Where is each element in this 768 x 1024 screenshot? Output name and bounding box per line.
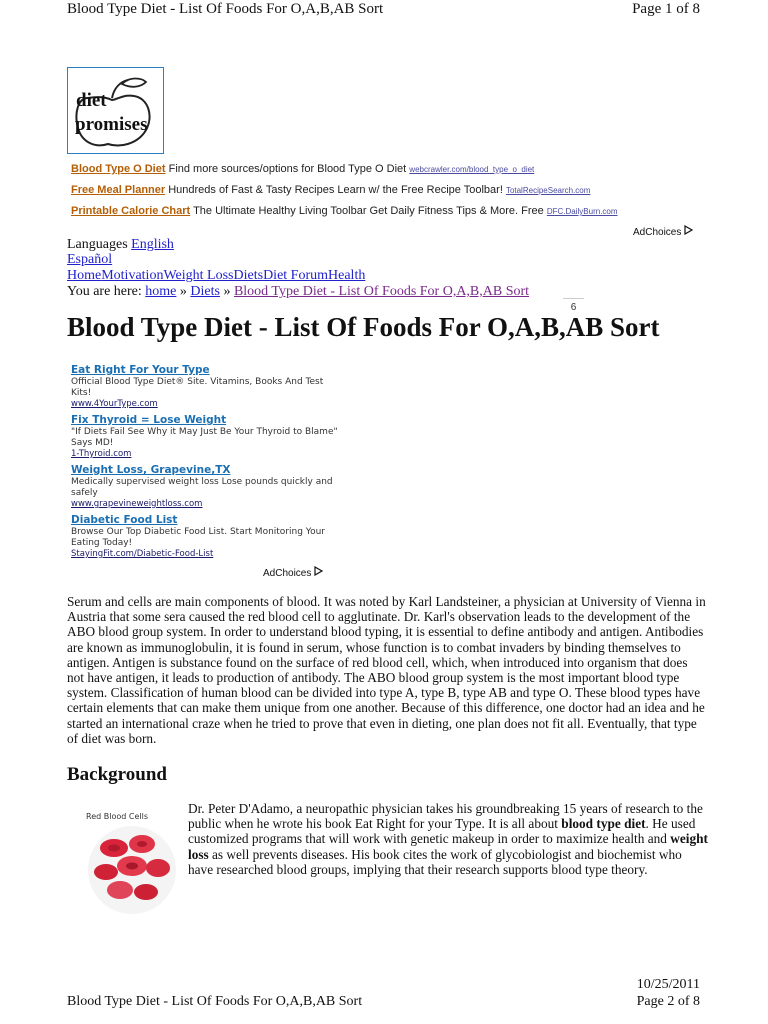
language-english-link[interactable]: English bbox=[131, 237, 174, 252]
play-triangle-icon bbox=[684, 225, 693, 235]
top-ad-3[interactable] bbox=[71, 205, 618, 217]
intro-paragraph: Serum and cells are main components of blood. It was noted by Karl Landsteiner, a physician at University of Vienna in Austria that some sera caused the red blood cell to agglutinate. Dr. Karl's observation leads to the development of the ABO blood group system. In order to understand blood typing, it is essential to define antibody and antigen. Antibodies are known as immunoglobulin, it is found in serum, whose function is to combat invaders by binding themselves to antigen. Antigen is substance found on the surface of red blood cell, which, when introduced into organism that does not have antigen, it leads to production of antibody. The ABO blood group system is the most important blood type system. Classification of human blood can be divided into type A, type B, type AB and type O. These blood types have certain elements that can make them unique from one another. Because of this difference, one doctor had an idea and he started an international craze when he tried to prove that even in dieting, one plan does not fit all. Eventually, that type of diet was born. bbox=[67, 594, 706, 746]
background-text: . He used customized programs that will work with genetic makeup in order to maximize health and bbox=[188, 816, 696, 847]
side-ad-title[interactable]: Eat Right For Your Type bbox=[71, 364, 210, 376]
apple-logo-icon bbox=[68, 68, 163, 153]
breadcrumb-diets[interactable]: Diets bbox=[190, 284, 220, 299]
ad-desc: Find more sources/options for Blood Type O Diet bbox=[168, 163, 407, 175]
ad-title[interactable]: Free Meal Planner bbox=[71, 184, 166, 196]
languages-label: Languages bbox=[67, 237, 128, 252]
background-text: as well prevents diseases. His book cites the work of glycobiologist and biochemist who have researched blood groups, implying that their research supports blood type theory. bbox=[188, 846, 682, 877]
side-ad-title[interactable]: Diabetic Food List bbox=[71, 514, 178, 526]
breadcrumb-sep: » bbox=[223, 284, 231, 299]
nav-home[interactable]: Home bbox=[67, 268, 102, 283]
breadcrumb-sep: » bbox=[179, 284, 187, 299]
nav-motivation[interactable]: Motivation bbox=[101, 268, 164, 283]
adchoices-top[interactable] bbox=[633, 225, 693, 238]
svg-text:diet: diet bbox=[76, 90, 107, 111]
nav-diets[interactable]: Diets bbox=[233, 268, 264, 283]
side-ad-3[interactable] bbox=[71, 464, 341, 510]
nav-weight-loss[interactable]: Weight Loss bbox=[163, 268, 234, 283]
page-title: Blood Type Diet - List Of Foods For O,A,B,AB Sort bbox=[67, 312, 660, 342]
ad-desc: The Ultimate Healthy Living Toolbar Get Daily Fitness Tips & More. Free bbox=[193, 205, 544, 217]
footer-date: 10/25/2011 bbox=[636, 977, 700, 992]
main-nav bbox=[67, 268, 365, 284]
footer-page: Page 2 of 8 bbox=[636, 994, 700, 1009]
bold-term: weight loss bbox=[188, 831, 708, 862]
side-ad-url[interactable]: www.4YourType.com bbox=[71, 399, 158, 409]
side-ad-title[interactable]: Weight Loss, Grapevine,TX bbox=[71, 464, 231, 476]
diet-promises-logo[interactable] bbox=[67, 67, 164, 154]
side-ad-2[interactable] bbox=[71, 414, 341, 460]
nav-diet-forum[interactable]: Diet Forum bbox=[263, 268, 329, 283]
side-ad-url[interactable]: www.grapevineweightloss.com bbox=[71, 499, 203, 509]
top-ad-2[interactable] bbox=[71, 184, 590, 196]
footer-title: Blood Type Diet - List Of Foods For O,A,B,AB Sort bbox=[67, 994, 363, 1009]
adchoices-label: AdChoices bbox=[633, 227, 682, 238]
side-ad-desc: "If Diets Fail See Why it May Just Be Your Thyroid to Blame" Says MD! bbox=[71, 427, 338, 448]
languages-row bbox=[67, 237, 174, 253]
background-paragraph bbox=[188, 801, 708, 877]
ad-url[interactable]: DFC.DailyBurn.com bbox=[546, 207, 618, 216]
red-blood-cells-image bbox=[84, 808, 180, 916]
nav-health[interactable]: Health bbox=[328, 268, 366, 283]
side-ad-url[interactable]: 1-Thyroid.com bbox=[71, 449, 132, 459]
breadcrumb-home[interactable]: home bbox=[145, 284, 177, 299]
background-heading: Background bbox=[67, 764, 167, 785]
side-ad-url[interactable]: StayingFit.com/Diabetic-Food-List bbox=[71, 549, 214, 559]
side-ad-1[interactable] bbox=[71, 364, 341, 410]
ad-desc: Hundreds of Fast & Tasty Recipes Learn w/ the Free Recipe Toolbar! bbox=[168, 184, 503, 196]
share-count[interactable]: 6 bbox=[563, 298, 584, 316]
side-ad-desc: Official Blood Type Diet® Site. Vitamins, Books And Test Kits! bbox=[71, 377, 324, 398]
language-espanol-link[interactable]: Español bbox=[67, 252, 113, 267]
breadcrumb-current[interactable]: Blood Type Diet - List Of Foods For O,A,B,AB Sort bbox=[233, 284, 530, 299]
ad-title[interactable]: Blood Type O Diet bbox=[71, 163, 166, 175]
adchoices-label: AdChoices bbox=[263, 568, 312, 579]
play-triangle-icon bbox=[314, 566, 323, 576]
page-header-title: Blood Type Diet - List Of Foods For O,A,B,AB Sort bbox=[67, 1, 384, 17]
red-blood-cells-icon bbox=[84, 808, 180, 916]
page-header-number: Page 1 of 8 bbox=[632, 1, 700, 17]
breadcrumb bbox=[67, 284, 529, 300]
side-ad-title[interactable]: Fix Thyroid = Lose Weight bbox=[71, 414, 227, 426]
adchoices-side[interactable] bbox=[263, 566, 323, 579]
svg-text:promises: promises bbox=[75, 114, 148, 135]
side-ad-desc: Browse Our Top Diabetic Food List. Start Monitoring Your Eating Today! bbox=[71, 527, 326, 548]
bold-term: blood type diet bbox=[561, 816, 646, 832]
ad-url[interactable]: TotalRecipeSearch.com bbox=[505, 186, 591, 195]
svg-text:Red Blood Cells: Red Blood Cells bbox=[86, 812, 148, 821]
ad-title[interactable]: Printable Calorie Chart bbox=[71, 205, 191, 217]
side-ad-4[interactable] bbox=[71, 514, 341, 560]
background-text: Dr. Peter D'Adamo, a neuropathic physician takes his groundbreaking 15 years of research to the public when he wrote his book Eat Right for your Type. It is all about bbox=[188, 801, 703, 832]
ad-url[interactable]: webcrawler.com/blood_type_o_diet bbox=[409, 165, 535, 174]
top-ad-1[interactable] bbox=[71, 163, 534, 175]
side-ad-desc: Medically supervised weight loss Lose pounds quickly and safely bbox=[71, 477, 333, 498]
breadcrumb-prefix: You are here: bbox=[67, 284, 142, 299]
